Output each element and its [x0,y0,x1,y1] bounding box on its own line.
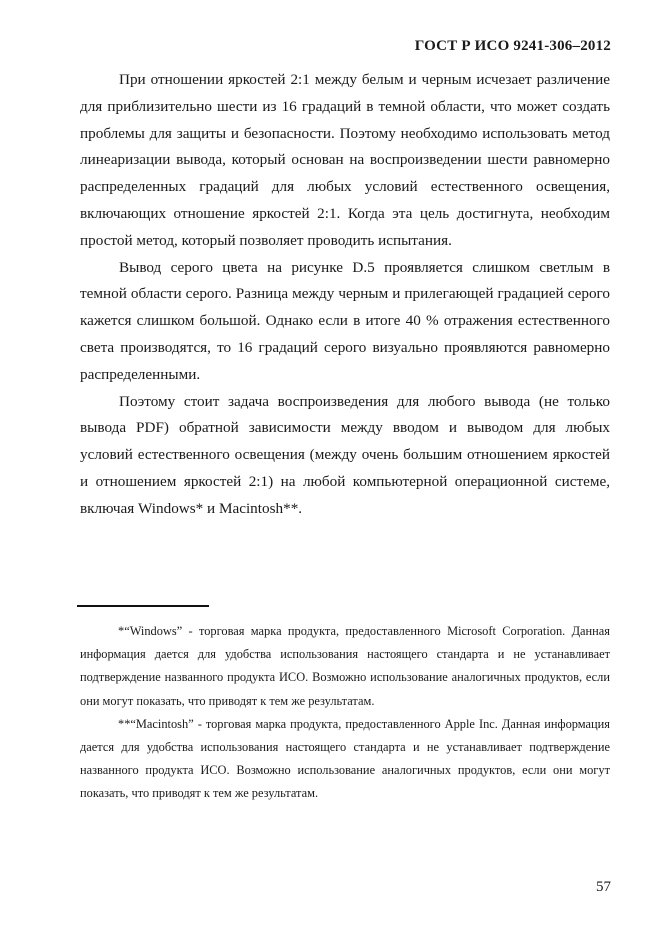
body-text [80,67,610,523]
body-paragraph-3: Поэтому стоит задача воспроизведения для любого вывода (не только вывода PDF) обратной зависимости между вводом и выводом для любых условий естественного освещения (между очень большим отношением яркостей и отношением яркостей 2:1) на любой компьютерной операционной системе, включая Windows* и Macintosh**. [80,392,610,517]
footnotes [80,620,610,806]
page-number: 57 [596,879,611,895]
footnote-windows: *“Windows” - торговая марка продукта, предоставленного Microsoft Corporation. Данная информация дается для удобства использования настоящего стандарта и не устанавливает подтверждение названного продукта ИСО. Возможно использование аналогичных продуктов, если они могут показать, что приводят к тем же результатам. [80,624,610,708]
footnote-separator [77,605,209,607]
body-paragraph-1: При отношении яркостей 2:1 между белым и черным исчезает различение для приблизительно шести из 16 градаций в темной области, что может создать проблемы для защиты и безопасности. Поэтому необходимо использовать метод линеаризации вывода, который основан на воспроизведении шести равномерно распределенных градаций для любых условий естественного освещения, включающих отношение яркостей 2:1. Когда эта цель достигнута, необходим простой метод, который позволяет проводить испытания. [80,71,610,249]
standard-header: ГОСТ Р ИСО 9241-306–2012 [414,38,611,54]
body-paragraph-2: Вывод серого цвета на рисунке D.5 проявляется слишком светлым в темной области серого. Разница между черным и прилегающей градацией серого кажется слишком большой. Однако если в итоге 40 % отражения естественного света производятся, то 16 градаций серого визуально проявляются равномерно распределенными. [80,258,610,383]
footnote-macintosh: **“Macintosh” - торговая марка продукта, предоставленного Apple Inc. Данная информация дается для удобства использования настоящего стандарта и не устанавливает подтверждение названного продукта ИСО. Возможно использование аналогичных продуктов, если они могут показать, что приводят к тем же результатам. [80,716,610,801]
